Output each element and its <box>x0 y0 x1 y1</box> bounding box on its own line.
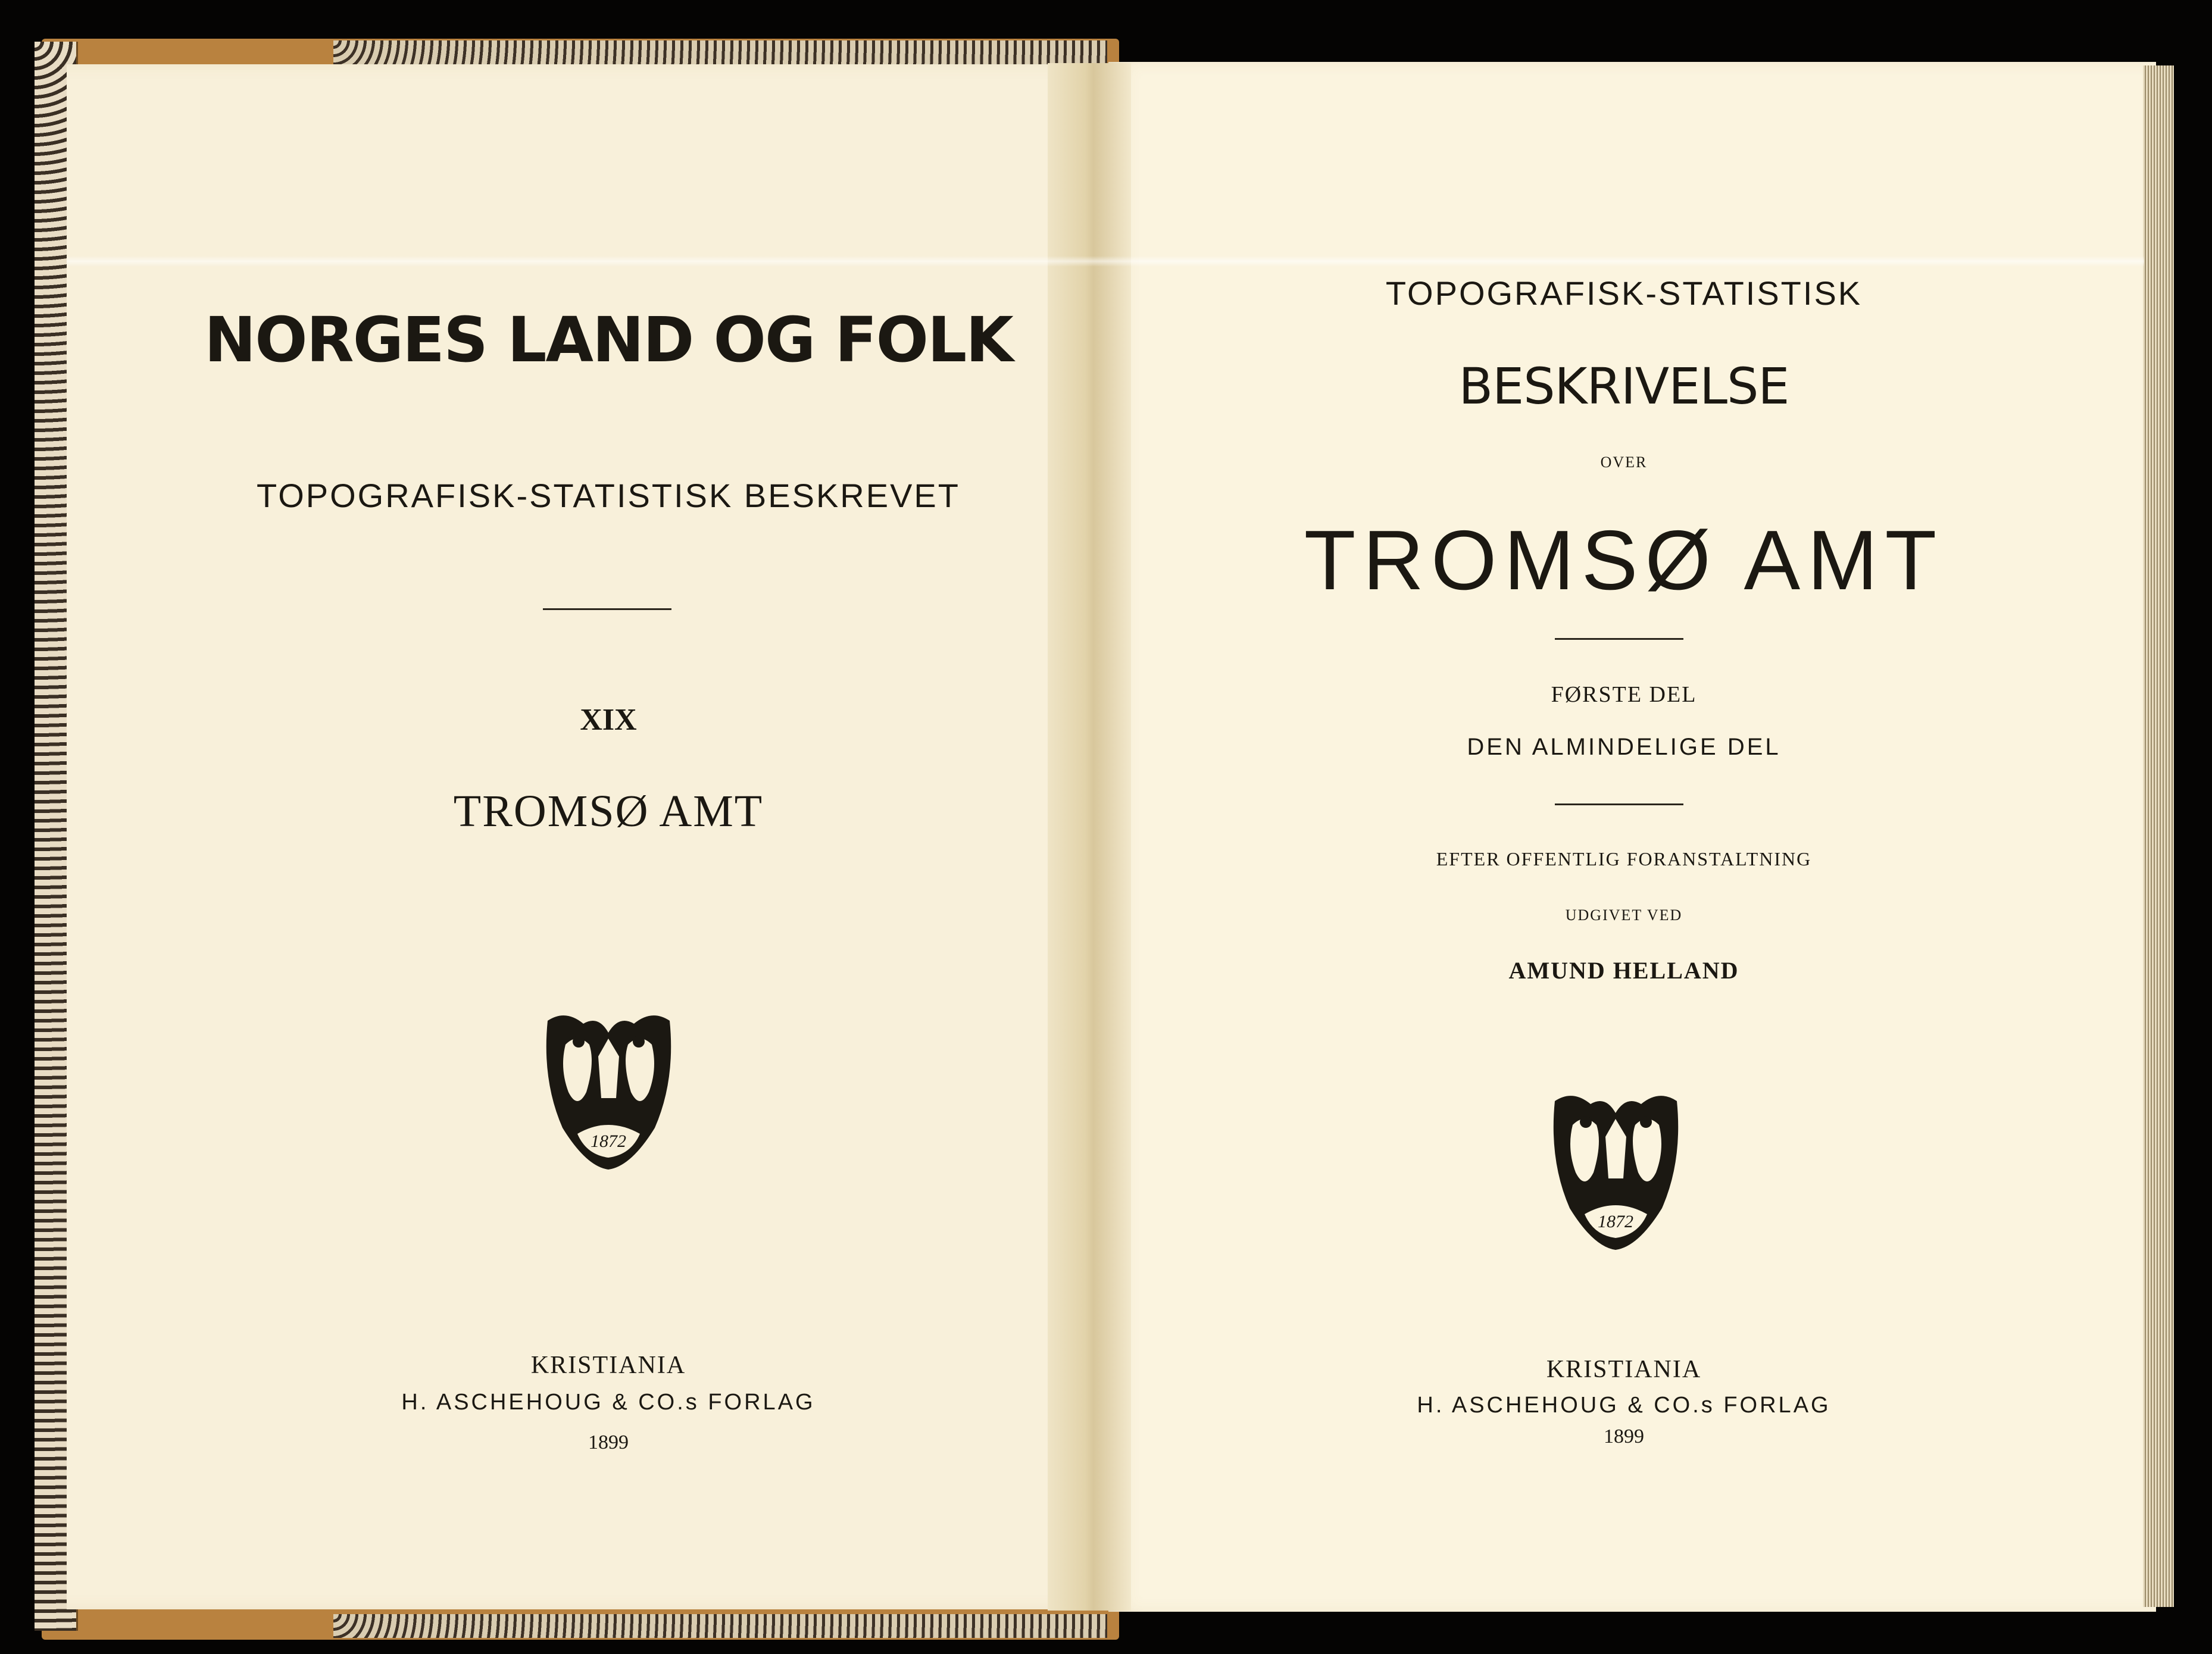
marbled-edge-top <box>333 40 1107 64</box>
emblem-year-right: 1872 <box>1598 1212 1633 1231</box>
right-publisher: H. ASCHEHOUG & CO.s FORLAG <box>1417 1393 1831 1418</box>
series-title: NORGES LAND OG FOLK <box>204 304 1013 376</box>
right-main-title: TROMSØ AMT <box>1304 513 1944 608</box>
right-year: 1899 <box>1604 1425 1644 1447</box>
right-rule-1 <box>1555 638 1683 640</box>
emblem-year-left: 1872 <box>591 1131 626 1151</box>
left-subtitle: TOPOGRAFISK-STATISTISK BESKREVET <box>257 477 960 514</box>
page-edges <box>2143 65 2174 1607</box>
volume-title: TROMSØ AMT <box>453 786 764 836</box>
publisher-emblem-left <box>542 1009 676 1175</box>
right-over: OVER <box>1600 454 1648 471</box>
right-editor: AMUND HELLAND <box>1508 957 1739 984</box>
page-crease <box>67 256 2144 267</box>
left-year: 1899 <box>588 1431 629 1453</box>
book-gutter <box>1048 63 1131 1611</box>
right-rule-2 <box>1555 803 1683 805</box>
left-publisher: H. ASCHEHOUG & CO.s FORLAG <box>401 1390 816 1415</box>
right-published-by: UDGIVET VED <box>1565 906 1683 924</box>
right-part-title: DEN ALMINDELIGE DEL <box>1467 734 1781 760</box>
marbled-edge-bottom <box>333 1614 1107 1638</box>
right-part: FØRSTE DEL <box>1551 682 1697 707</box>
publisher-emblem-right <box>1549 1089 1683 1256</box>
right-heading-line2: BESKRIVELSE <box>1458 357 1789 415</box>
right-heading-line1: TOPOGRAFISK-STATISTISK <box>1385 274 1863 312</box>
right-place: KRISTIANIA <box>1546 1356 1702 1383</box>
left-rule <box>543 608 671 610</box>
right-authority: EFTER OFFENTLIG FORANSTALTNING <box>1436 848 1812 870</box>
volume-number: XIX <box>580 703 637 737</box>
left-place: KRISTIANIA <box>530 1352 686 1379</box>
